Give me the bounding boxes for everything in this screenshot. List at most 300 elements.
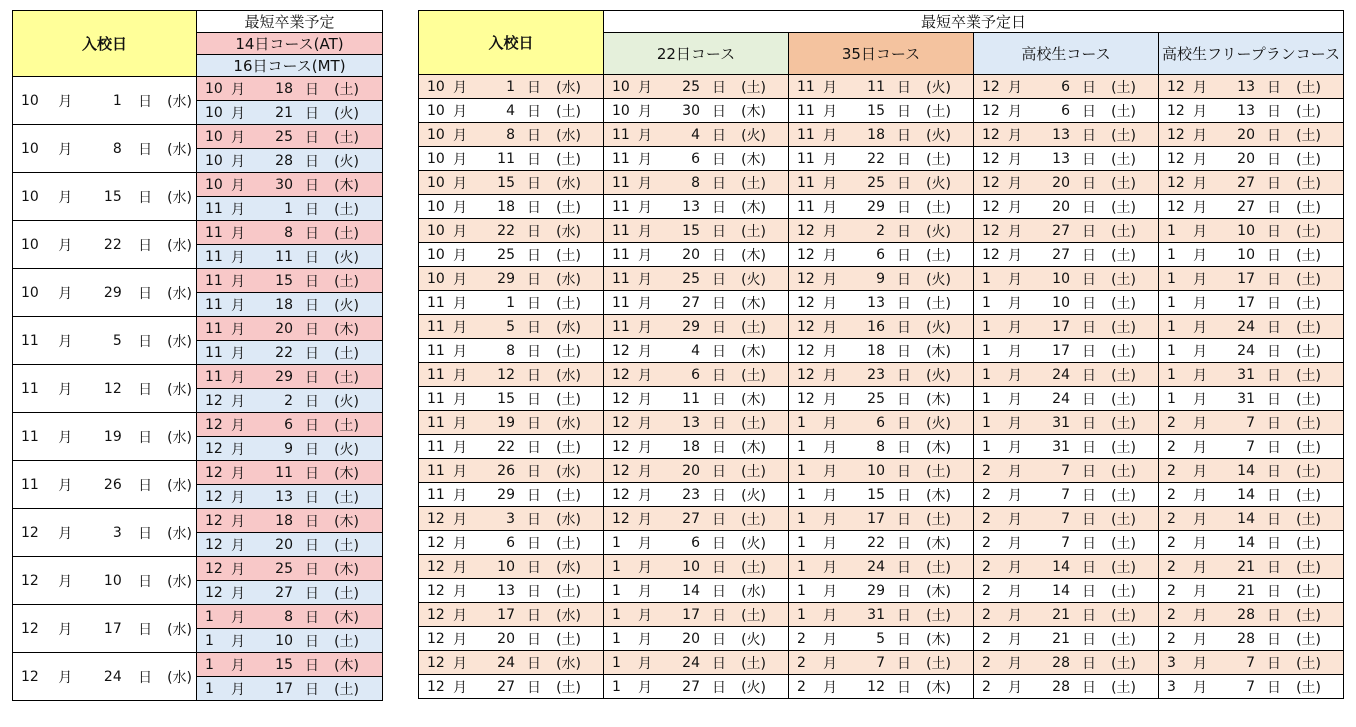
day-value: 26 [103, 476, 122, 493]
course-free-date [1159, 171, 1344, 195]
day-value: 10 [1237, 246, 1255, 263]
unit-label: 日 [527, 679, 541, 696]
month-value: 11 [427, 366, 445, 383]
month-value: 1 [982, 414, 991, 431]
month-value: 12 [612, 342, 630, 359]
month-value: 2 [1167, 462, 1176, 479]
unit-label: 月 [1008, 631, 1022, 648]
month-value: 10 [21, 284, 39, 301]
day-value: 27 [1237, 198, 1255, 215]
unit-label: 日 [897, 343, 911, 360]
course-hs-date [974, 387, 1159, 411]
course-22-date [604, 75, 789, 99]
unit-label: 月 [231, 417, 245, 434]
admission-date [13, 557, 197, 605]
month-value: 11 [205, 320, 223, 337]
unit-label: 月 [638, 343, 652, 360]
month-value: 1 [1167, 366, 1176, 383]
unit-label: 日 [897, 151, 911, 168]
weekday: (土) [1111, 151, 1136, 168]
unit-label: 日 [897, 511, 911, 528]
weekday: (土) [926, 295, 951, 312]
weekday: (土) [334, 273, 359, 290]
unit-label: 月 [1008, 655, 1022, 672]
month-value: 12 [427, 606, 445, 623]
weekday: (土) [1296, 271, 1321, 288]
at-graduation-date [197, 221, 383, 245]
unit-label: 月 [823, 367, 837, 384]
month-value: 11 [612, 318, 630, 335]
weekday: (火) [926, 127, 951, 144]
admission-date [13, 269, 197, 317]
unit-label: 月 [231, 129, 245, 146]
day-value: 20 [275, 320, 293, 337]
unit-label: 月 [453, 223, 467, 240]
course-free-date [1159, 483, 1344, 507]
table-row [13, 173, 383, 197]
month-value: 12 [982, 150, 1000, 167]
month-value: 12 [205, 464, 223, 481]
admission-date [13, 365, 197, 413]
table-row [13, 365, 383, 389]
day-value: 20 [682, 630, 700, 647]
unit-label: 月 [638, 247, 652, 264]
day-value: 24 [497, 654, 515, 671]
unit-label: 日 [897, 103, 911, 120]
unit-label: 月 [58, 621, 73, 638]
month-value: 11 [797, 198, 815, 215]
day-value: 27 [1052, 246, 1070, 263]
day-value: 20 [1052, 198, 1070, 215]
weekday: (土) [1111, 607, 1136, 624]
weekday: (土) [1111, 199, 1136, 216]
unit-label: 月 [58, 525, 73, 542]
admission-date [419, 195, 604, 219]
unit-label: 日 [1267, 415, 1281, 432]
day-value: 22 [103, 236, 122, 253]
admission-date [419, 459, 604, 483]
course-22-header: 22日コース [604, 33, 789, 75]
weekday: (土) [1296, 535, 1321, 552]
month-value: 1 [797, 558, 806, 575]
admission-date [13, 413, 197, 461]
unit-label: 日 [527, 535, 541, 552]
day-value: 20 [1237, 126, 1255, 143]
unit-label: 日 [712, 127, 726, 144]
unit-label: 日 [1267, 511, 1281, 528]
at-graduation-date [197, 653, 383, 677]
weekday: (土) [556, 679, 581, 696]
course-35-date [789, 555, 974, 579]
unit-label: 月 [453, 199, 467, 216]
course-free-date [1159, 579, 1344, 603]
day-value: 20 [1237, 150, 1255, 167]
admission-date [419, 483, 604, 507]
unit-label: 月 [58, 429, 73, 446]
unit-label: 日 [1082, 655, 1096, 672]
course-free-date [1159, 267, 1344, 291]
unit-label: 日 [1082, 103, 1096, 120]
month-value: 12 [612, 510, 630, 527]
day-value: 17 [867, 510, 885, 527]
unit-label: 月 [1193, 247, 1207, 264]
unit-label: 月 [1193, 271, 1207, 288]
month-value: 12 [982, 174, 1000, 191]
unit-label: 日 [1082, 151, 1096, 168]
day-value: 8 [112, 140, 122, 157]
unit-label: 日 [1267, 607, 1281, 624]
course-35-date [789, 387, 974, 411]
course-35-date [789, 507, 974, 531]
unit-label: 日 [527, 583, 541, 600]
unit-label: 日 [712, 151, 726, 168]
month-value: 12 [1167, 174, 1185, 191]
admission-date [419, 75, 604, 99]
unit-label: 日 [1267, 127, 1281, 144]
table-row [419, 411, 1344, 435]
day-value: 20 [497, 630, 515, 647]
weekday: (土) [1296, 487, 1321, 504]
month-value: 12 [797, 390, 815, 407]
table-row [419, 483, 1344, 507]
course-35-date [789, 483, 974, 507]
day-value: 11 [682, 390, 700, 407]
month-value: 3 [1167, 654, 1176, 671]
unit-label: 月 [231, 681, 245, 698]
weekday: (水) [556, 511, 581, 528]
unit-label: 日 [712, 463, 726, 480]
unit-label: 月 [1008, 391, 1022, 408]
table-row [13, 509, 383, 533]
unit-label: 日 [305, 561, 319, 578]
unit-label: 月 [58, 381, 73, 398]
month-value: 2 [982, 462, 991, 479]
unit-label: 月 [1193, 487, 1207, 504]
weekday: (土) [1111, 439, 1136, 456]
day-value: 19 [103, 428, 122, 445]
table-row [419, 339, 1344, 363]
table-row [13, 557, 383, 581]
month-value: 2 [982, 678, 991, 695]
admission-date [419, 219, 604, 243]
weekday: (土) [334, 489, 359, 506]
day-value: 31 [1237, 366, 1255, 383]
day-value: 17 [1237, 270, 1255, 287]
unit-label: 月 [1008, 583, 1022, 600]
unit-label: 月 [823, 79, 837, 96]
unit-label: 月 [823, 295, 837, 312]
day-value: 13 [682, 198, 700, 215]
weekday: (水) [556, 223, 581, 240]
unit-label: 月 [231, 465, 245, 482]
unit-label: 日 [527, 79, 541, 96]
month-value: 11 [427, 438, 445, 455]
unit-label: 月 [231, 297, 245, 314]
at-graduation-date [197, 509, 383, 533]
unit-label: 日 [1267, 175, 1281, 192]
day-value: 10 [682, 558, 700, 575]
month-value: 1 [1167, 294, 1176, 311]
admission-date [419, 627, 604, 651]
unit-label: 月 [1008, 367, 1022, 384]
month-value: 12 [205, 416, 223, 433]
unit-label: 日 [527, 463, 541, 480]
month-value: 12 [205, 512, 223, 529]
unit-label: 日 [712, 607, 726, 624]
weekday: (火) [741, 127, 766, 144]
weekday: (木) [741, 103, 766, 120]
unit-label: 月 [1008, 79, 1022, 96]
unit-label: 日 [305, 585, 319, 602]
day-value: 22 [275, 344, 293, 361]
day-value: 25 [867, 174, 885, 191]
weekday: (土) [1296, 103, 1321, 120]
day-value: 15 [275, 656, 293, 673]
day-value: 14 [1237, 510, 1255, 527]
weekday: (火) [334, 249, 359, 266]
unit-label: 日 [527, 487, 541, 504]
month-value: 1 [982, 366, 991, 383]
weekday: (土) [1296, 439, 1321, 456]
month-value: 11 [427, 318, 445, 335]
day-value: 30 [275, 176, 293, 193]
day-value: 13 [682, 414, 700, 431]
weekday: (土) [1111, 583, 1136, 600]
unit-label: 月 [58, 333, 73, 350]
weekday: (木) [741, 391, 766, 408]
month-value: 12 [612, 414, 630, 431]
unit-label: 日 [897, 367, 911, 384]
course-hs-date [974, 627, 1159, 651]
unit-label: 日 [712, 679, 726, 696]
month-value: 11 [797, 78, 815, 95]
admission-date [419, 363, 604, 387]
unit-label: 日 [527, 151, 541, 168]
weekday: (土) [1296, 655, 1321, 672]
month-value: 12 [21, 620, 39, 637]
weekday: (火) [334, 393, 359, 410]
unit-label: 日 [1082, 439, 1096, 456]
month-value: 12 [797, 246, 815, 263]
admission-date [419, 579, 604, 603]
table-row [13, 221, 383, 245]
weekday: (火) [334, 441, 359, 458]
course-22-date [604, 555, 789, 579]
weekday: (木) [741, 439, 766, 456]
weekday: (土) [1296, 223, 1321, 240]
weekday: (火) [926, 271, 951, 288]
unit-label: 日 [897, 199, 911, 216]
table-row [419, 627, 1344, 651]
month-value: 1 [1167, 390, 1176, 407]
admission-date [13, 605, 197, 653]
unit-label: 月 [1193, 319, 1207, 336]
unit-label: 日 [1267, 223, 1281, 240]
day-value: 27 [682, 294, 700, 311]
course-22-date [604, 171, 789, 195]
course-hs-date [974, 147, 1159, 171]
unit-label: 月 [1008, 271, 1022, 288]
unit-label: 日 [527, 223, 541, 240]
unit-label: 月 [1193, 295, 1207, 312]
unit-label: 日 [305, 225, 319, 242]
day-value: 11 [275, 464, 293, 481]
unit-label: 月 [1193, 535, 1207, 552]
unit-label: 日 [712, 319, 726, 336]
day-value: 18 [497, 198, 515, 215]
day-value: 8 [691, 174, 700, 191]
unit-label: 日 [1267, 79, 1281, 96]
table-row [419, 507, 1344, 531]
unit-label: 月 [453, 607, 467, 624]
day-value: 22 [867, 150, 885, 167]
course-free-date [1159, 339, 1344, 363]
weekday: (土) [1111, 655, 1136, 672]
unit-label: 月 [638, 127, 652, 144]
day-value: 27 [682, 678, 700, 695]
course-free-date [1159, 531, 1344, 555]
course-22-date [604, 651, 789, 675]
unit-label: 月 [1008, 343, 1022, 360]
unit-label: 月 [453, 415, 467, 432]
mt-graduation-date [197, 293, 383, 317]
day-value: 3 [506, 510, 515, 527]
day-value: 14 [1237, 534, 1255, 551]
unit-label: 日 [897, 271, 911, 288]
weekday: (土) [1296, 583, 1321, 600]
course-22-date [604, 579, 789, 603]
course-hs-date [974, 435, 1159, 459]
unit-label: 日 [1267, 319, 1281, 336]
day-value: 7 [876, 654, 885, 671]
mt-graduation-date [197, 149, 383, 173]
unit-label: 日 [712, 559, 726, 576]
weekday: (水) [167, 237, 192, 254]
table-row [419, 315, 1344, 339]
month-value: 1 [205, 680, 214, 697]
course-free-date [1159, 435, 1344, 459]
course-free-date [1159, 123, 1344, 147]
table-row [419, 555, 1344, 579]
day-value: 21 [1052, 630, 1070, 647]
day-value: 1 [112, 92, 122, 109]
month-value: 10 [21, 236, 39, 253]
day-value: 29 [867, 582, 885, 599]
unit-label: 月 [823, 271, 837, 288]
month-value: 2 [1167, 510, 1176, 527]
day-value: 10 [275, 632, 293, 649]
day-value: 7 [1246, 654, 1255, 671]
unit-label: 月 [823, 607, 837, 624]
unit-label: 日 [138, 333, 153, 350]
unit-label: 月 [1008, 151, 1022, 168]
weekday: (水) [167, 477, 192, 494]
unit-label: 月 [453, 655, 467, 672]
month-value: 1 [797, 534, 806, 551]
unit-label: 月 [1193, 607, 1207, 624]
month-value: 1 [797, 510, 806, 527]
day-value: 6 [691, 366, 700, 383]
unit-label: 月 [823, 103, 837, 120]
month-value: 11 [427, 342, 445, 359]
weekday: (木) [334, 177, 359, 194]
unit-label: 日 [305, 369, 319, 386]
day-value: 25 [275, 560, 293, 577]
weekday: (水) [167, 141, 192, 158]
day-value: 6 [1061, 78, 1070, 95]
unit-label: 月 [823, 487, 837, 504]
weekday: (土) [1296, 391, 1321, 408]
unit-label: 日 [712, 367, 726, 384]
day-value: 17 [275, 680, 293, 697]
day-value: 15 [497, 390, 515, 407]
weekday: (水) [741, 583, 766, 600]
month-value: 11 [797, 126, 815, 143]
unit-label: 日 [1082, 487, 1096, 504]
day-value: 17 [103, 620, 122, 637]
weekday: (土) [741, 367, 766, 384]
course-22-date [604, 483, 789, 507]
weekday: (土) [741, 415, 766, 432]
course-hs-date [974, 411, 1159, 435]
unit-label: 日 [897, 127, 911, 144]
unit-label: 月 [1008, 175, 1022, 192]
weekday: (水) [167, 525, 192, 542]
unit-label: 月 [453, 367, 467, 384]
day-value: 5 [876, 630, 885, 647]
course-hs-date [974, 531, 1159, 555]
unit-label: 日 [138, 429, 153, 446]
month-value: 11 [427, 462, 445, 479]
month-value: 2 [982, 582, 991, 599]
at-graduation-date [197, 413, 383, 437]
mt-graduation-date [197, 629, 383, 653]
table-row [13, 653, 383, 677]
unit-label: 月 [453, 127, 467, 144]
course-free-date [1159, 675, 1344, 699]
left-admission-header: 入校日 [13, 11, 197, 77]
unit-label: 月 [231, 489, 245, 506]
unit-label: 月 [58, 189, 73, 206]
unit-label: 月 [231, 657, 245, 674]
weekday: (土) [1296, 343, 1321, 360]
unit-label: 日 [897, 487, 911, 504]
day-value: 20 [682, 246, 700, 263]
month-value: 12 [21, 572, 39, 589]
table-row [13, 269, 383, 293]
weekday: (水) [556, 175, 581, 192]
month-value: 1 [1167, 246, 1176, 263]
unit-label: 日 [305, 81, 319, 98]
unit-label: 月 [823, 439, 837, 456]
course-35-date [789, 459, 974, 483]
admission-date [13, 653, 197, 701]
unit-label: 月 [823, 631, 837, 648]
unit-label: 月 [231, 273, 245, 290]
month-value: 10 [427, 270, 445, 287]
course-free-date [1159, 195, 1344, 219]
unit-label: 月 [1193, 151, 1207, 168]
course-35-date [789, 267, 974, 291]
unit-label: 月 [1008, 535, 1022, 552]
day-value: 7 [1061, 486, 1070, 503]
admission-date [419, 315, 604, 339]
course-35-date [789, 531, 974, 555]
day-value: 8 [876, 438, 885, 455]
course-22-date [604, 267, 789, 291]
table-row [13, 317, 383, 341]
day-value: 18 [275, 296, 293, 313]
